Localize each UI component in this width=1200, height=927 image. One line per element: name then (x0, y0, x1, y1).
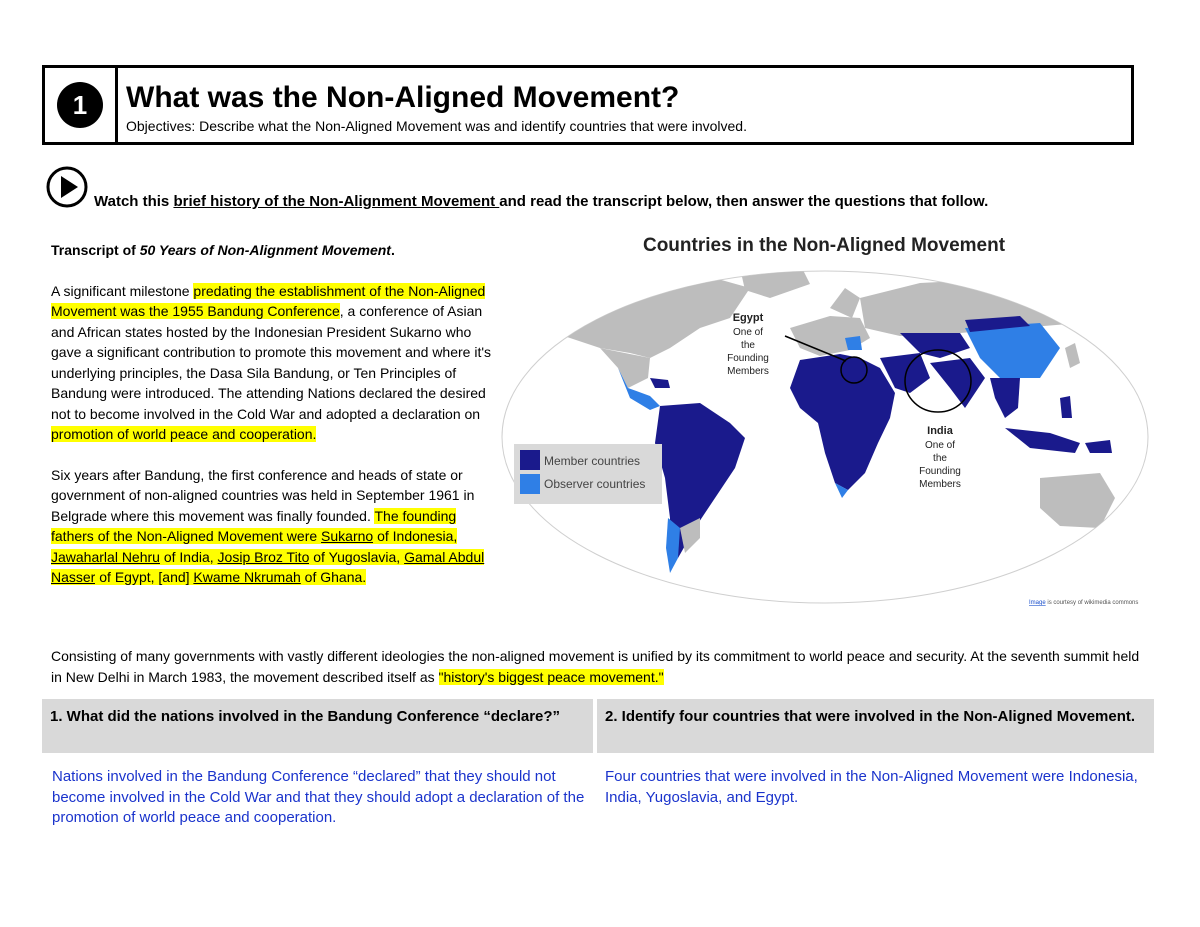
lesson-number-cell (45, 68, 118, 142)
india-label: India (927, 425, 953, 437)
transcript-heading-prefix: Transcript of (51, 242, 140, 258)
egypt-sub-2: the (741, 340, 755, 351)
founder-link-tito[interactable]: Josip Broz Tito (217, 548, 310, 565)
video-link[interactable]: brief history of the Non-Alignment Movement (173, 193, 500, 210)
india-sub-4: Members (919, 479, 961, 490)
highlighted-text: The founding fathers of the Non-Aligned Movement were (51, 507, 457, 544)
closing-highlight: "history's biggest peace movement." (438, 669, 664, 685)
egypt-sub-4: Members (727, 366, 769, 377)
lesson-header (42, 65, 1134, 145)
text-span: Six years after Bandung, the first conference and heads of state or government of non-aligned countries was held in September 1961 in Belgrade where this movement was finally founded. (51, 466, 475, 524)
founder-link-sukarno[interactable]: Sukarno (321, 528, 374, 544)
answer-row (42, 753, 1154, 829)
world-map (500, 228, 1150, 612)
text-span: , a conference of Asian and African states hosted by the Indonesian President Sukarno who gave a significant contribution to promote this movement and where it's underlying principles, the Dasa Sila Bandung, or Ten Principles of Bandung were introduced. The attending Nations declared the desired not to become involved in the Cold War and adopted a declaration on (51, 303, 492, 422)
text-span: A significant milestone (51, 282, 194, 299)
highlighted-text: of Yugoslavia, (309, 548, 405, 565)
question-1: 1. What did the nations involved in the Bandung Conference “declare?” (42, 699, 597, 753)
highlighted-text: promotion of world peace and cooperation. (51, 426, 317, 442)
legend-member-swatch (520, 450, 540, 470)
watch-prefix: Watch this (94, 193, 174, 210)
highlighted-text: of India, (159, 548, 218, 565)
question-row (42, 699, 1154, 753)
watch-text (94, 193, 988, 214)
india-sub-3: Founding (919, 466, 961, 477)
watch-instruction (46, 168, 988, 214)
question-2: 2. Identify four countries that were involved in the Non-Aligned Movement. (597, 699, 1154, 753)
india-sub-1: One of (924, 440, 956, 451)
highlighted-text: of Indonesia, (373, 528, 458, 544)
legend-observer-swatch (520, 474, 540, 494)
founder-link-nehru[interactable]: Jawaharlal Nehru (51, 548, 160, 565)
map-title: Countries in the Non-Aligned Movement (642, 235, 1006, 256)
founder-link-nkrumah[interactable]: Kwame Nkrumah (193, 569, 301, 585)
highlighted-text: predating the establishment of the Non-Aligned Movement was the 1955 Bandung Conference (51, 282, 486, 319)
image-credit (1029, 600, 1138, 606)
transcript-heading (51, 240, 501, 261)
lesson-number-badge: 1 (57, 82, 103, 128)
transcript-paragraph-1 (51, 281, 501, 445)
questions-table (42, 699, 1154, 829)
india-sub-2: the (933, 453, 947, 464)
page-title: What was the Non-Aligned Movement? (126, 81, 680, 114)
egypt-label: Egypt (732, 312, 764, 324)
image-credit-text: is courtesy of wikimedia commons (1045, 600, 1139, 606)
objectives (126, 118, 747, 134)
closing-paragraph (51, 646, 1141, 688)
answer-1[interactable]: Nations involved in the Bandung Conference “declared” that they should not become involved in the Cold War and that they should adopt a declaration of the promotion of world peace and cooperation. (52, 768, 585, 826)
world-map-figure (500, 228, 1150, 612)
objectives-label: Objectives: (126, 118, 196, 134)
watch-suffix: and read the transcript below, then answer the questions that follow. (499, 193, 989, 210)
answer-2[interactable]: Four countries that were involved in the Non-Aligned Movement were Indonesia, India, Yugoslavia, and Egypt. (605, 768, 1138, 806)
transcript-heading-title: 50 Years of Non-Alignment Movement (139, 242, 391, 258)
founder-link-nasser[interactable]: Gamal Abdul Nasser (51, 548, 485, 585)
transcript-heading-suffix: . (390, 242, 395, 258)
egypt-sub-3: Founding (727, 353, 769, 364)
transcript-paragraph-2 (51, 465, 501, 588)
legend-member-label: Member countries (544, 454, 641, 468)
play-icon[interactable] (46, 166, 88, 208)
highlighted-text: of Ghana. (300, 569, 367, 585)
objectives-text: Describe what the Non-Aligned Movement was and identify countries that were involved. (195, 118, 747, 134)
closing-text: Consisting of many governments with vastly different ideologies the non-aligned movement is unified by its commitment to world peace and security. At the seventh summit held in New Delhi in March 1983, the movement described itself as (51, 648, 1140, 685)
legend-observer-label: Observer countries (544, 477, 646, 491)
highlighted-text: of Egypt, [and] (95, 569, 194, 585)
title-cell (118, 68, 747, 142)
image-credit-link[interactable]: Image (1029, 600, 1046, 606)
transcript (51, 240, 501, 608)
egypt-sub-1: One of (732, 327, 764, 338)
